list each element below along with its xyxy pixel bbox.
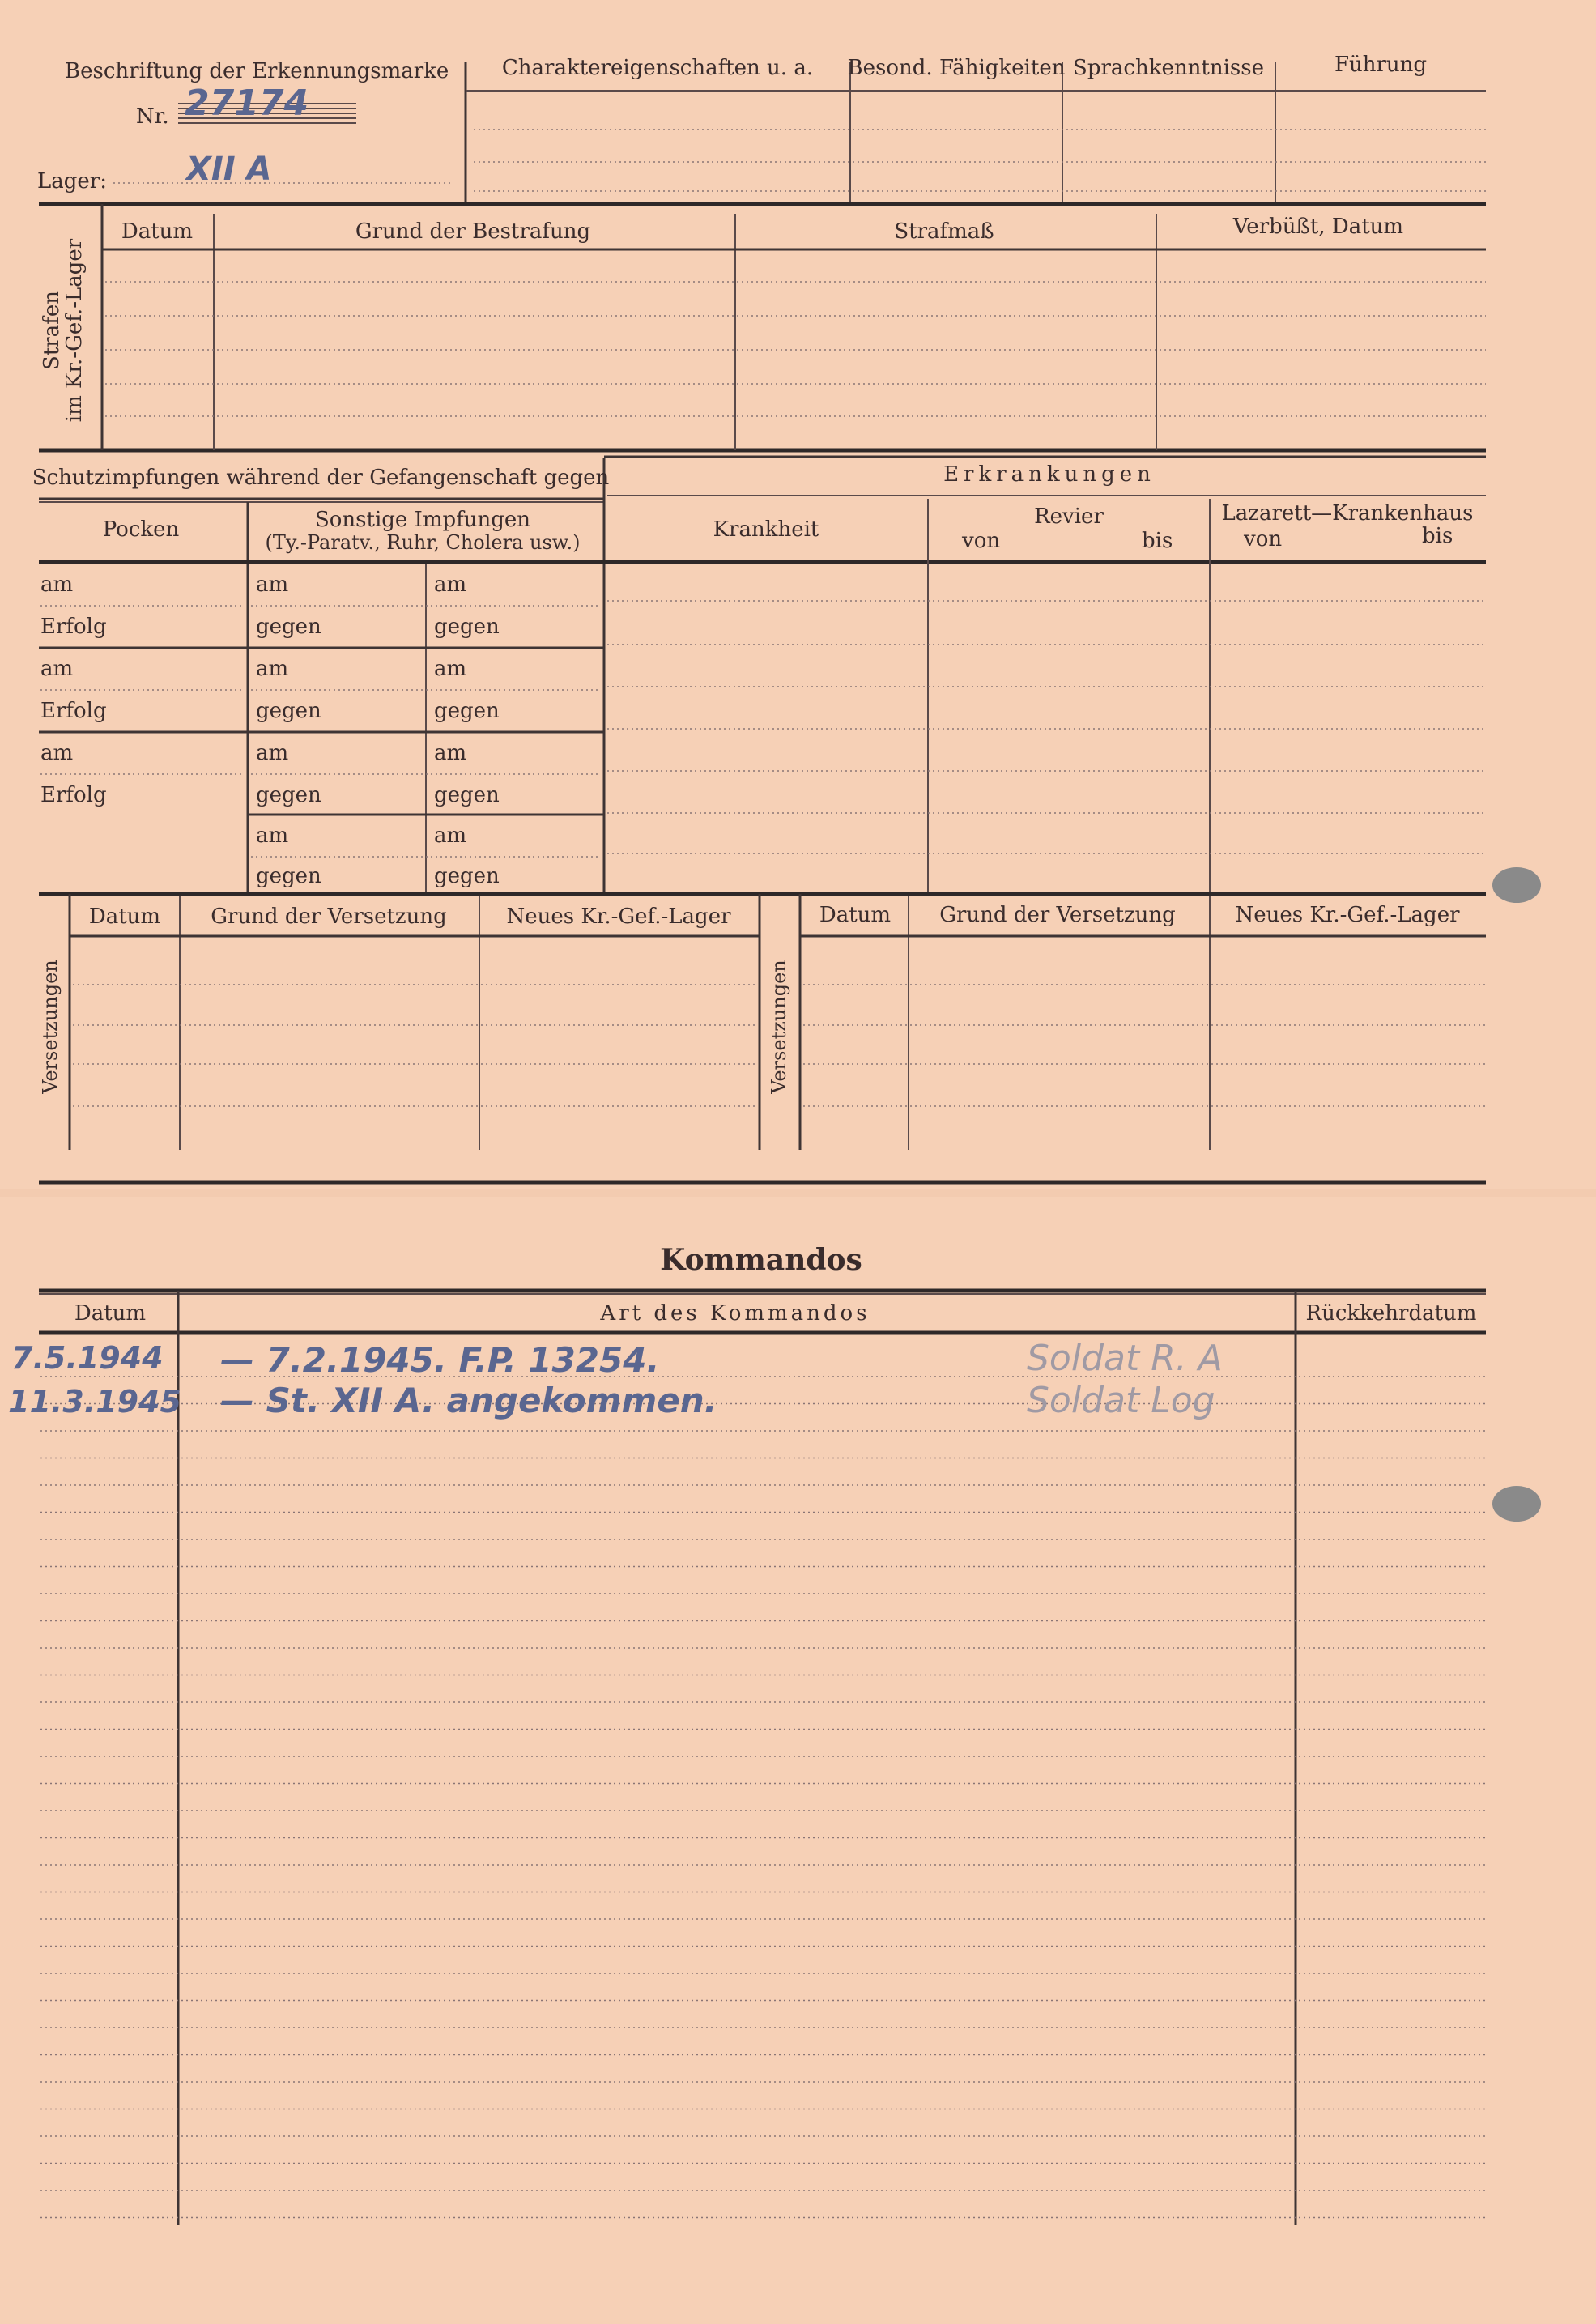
tag-label: Beschriftung der Erkennungsmarke (65, 59, 449, 83)
kommandos-col-type: Art des Kommandos (600, 1301, 870, 1326)
kommandos-title: Kommandos (660, 1243, 862, 1277)
other-against-3a: gegen (256, 783, 321, 807)
kommando-entry-text: — 7.2.1945. F.P. 13254. (220, 1340, 660, 1380)
conduct-label: Führung (1334, 53, 1428, 77)
hospital-label: Lazarett—Krankenhaus (1221, 501, 1474, 526)
transfers-left-col-camp: Neues Kr.-Gef.-Lager (506, 904, 731, 929)
punishments-col-reason: Grund der Bestrafung (355, 219, 591, 244)
other-am-4a: am (256, 824, 289, 848)
pox-am-3: am (40, 741, 74, 765)
other-am-1b: am (434, 572, 467, 597)
sickbay-to: bis (1142, 529, 1173, 553)
other-vaccinations-label: Sonstige Impfungen (314, 508, 531, 532)
other-against-1a: gegen (256, 615, 321, 639)
camp-value: XII A (186, 151, 272, 188)
other-against-4b: gegen (434, 864, 500, 888)
other-against-4a: gegen (256, 864, 321, 888)
kommando-entry-date: 7.5.1944 (11, 1340, 164, 1376)
illness-label: Krankheit (713, 517, 819, 542)
kommando-entry-text: — St. XII A. angekommen. (220, 1381, 717, 1420)
transfers-right-col-reason: Grund der Versetzung (939, 903, 1176, 927)
other-against-2a: gegen (256, 699, 321, 723)
kommando-entry-note: Soldat R. A (1027, 1338, 1223, 1379)
other-am-2a: am (256, 657, 289, 681)
skills-label: Besond. Fähigkeiten (847, 56, 1066, 80)
transfers-right-col-date: Datum (819, 903, 892, 927)
hospital-from: von (1244, 527, 1283, 551)
transfers-side-label-right: Versetzungen (768, 960, 790, 1094)
other-am-3b: am (434, 741, 467, 765)
other-against-3b: gegen (434, 783, 500, 807)
punishments-side-label-2: im Kr.-Gef.-Lager (62, 238, 87, 423)
punishments-col-date: Datum (121, 219, 194, 244)
transfers-left-col-reason: Grund der Versetzung (211, 904, 447, 929)
pox-label: Pocken (102, 517, 180, 542)
punch-hole (1492, 1486, 1541, 1522)
other-vaccinations-examples: (Ty.-Paratv., Ruhr, Cholera usw.) (265, 531, 581, 554)
kommando-entry-note: Soldat Log (1027, 1380, 1215, 1421)
transfers-side-label-left: Versetzungen (39, 960, 62, 1094)
punch-hole (1492, 867, 1541, 903)
pox-am-1: am (40, 572, 74, 597)
hospital-to: bis (1422, 524, 1453, 548)
sickbay-from: von (962, 529, 1001, 553)
other-against-1b: gegen (434, 615, 500, 639)
character-label: Charaktereigenschaften u. a. (501, 56, 814, 80)
pox-result-2: Erfolg (40, 699, 107, 723)
illnesses-title: Erkrankungen (943, 462, 1156, 487)
pox-am-2: am (40, 657, 74, 681)
camp-label: Lager: (37, 169, 107, 194)
transfers-left-col-date: Datum (88, 904, 161, 929)
other-am-4b: am (434, 824, 467, 848)
other-am-2b: am (434, 657, 467, 681)
other-am-1a: am (256, 572, 289, 597)
vaccinations-title: Schutzimpfungen während der Gefangenschaft gegen (32, 466, 610, 490)
punishments-col-penalty: Strafmaß (894, 219, 994, 244)
pox-result-3: Erfolg (40, 783, 107, 807)
nr-label: Nr. (136, 104, 169, 129)
transfers-right-col-camp: Neues Kr.-Gef.-Lager (1235, 903, 1460, 927)
tag-number-value: 27174 (185, 83, 309, 124)
kommandos-col-date: Datum (74, 1301, 147, 1326)
pox-result-1: Erfolg (40, 615, 107, 639)
punishments-col-served: Verbüßt, Datum (1232, 215, 1404, 239)
other-against-2b: gegen (434, 699, 500, 723)
languages-label: Sprachkenntnisse (1073, 56, 1264, 80)
other-am-3a: am (256, 741, 289, 765)
sickbay-label: Revier (1034, 504, 1104, 529)
kommandos-col-return: Rückkehrdatum (1305, 1301, 1477, 1326)
kommando-entry-date: 11.3.1945 (8, 1384, 181, 1420)
punishments-side-label-1: Strafen (40, 291, 64, 370)
